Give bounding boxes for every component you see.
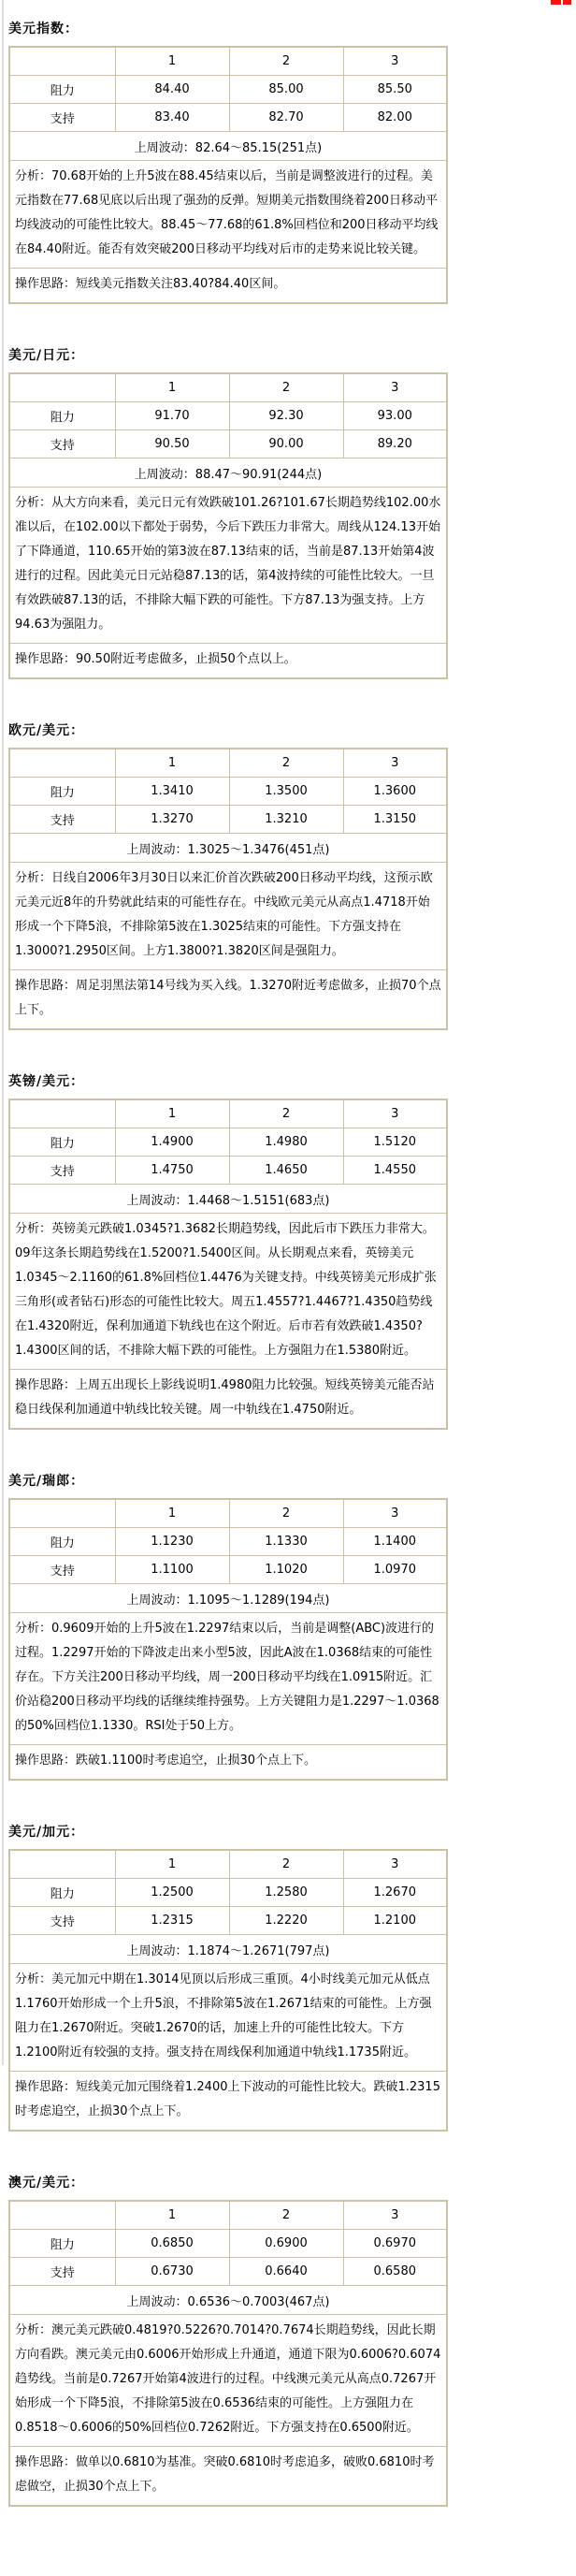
resistance-value-2: 1.1330	[229, 1528, 343, 1556]
operation-idea-text: 操作思路：短线美元加元围绕着1.2400上下波动的可能性比较大。跌破1.2315时考虑追空，止损30个点上下。	[9, 2072, 447, 2132]
analysis-text: 分析：澳元美元跌破0.4819?0.5226?0.7014?0.7674长期趋势线，因此长期方向看跌。澳元美元由0.6006开始形成上升通道，通道下限为0.6006?0.6074趋势线。当前是0.7267开始第4波进行的过程。中线澳元美元从高点0.7267开始形成一个下降5浪，不排除第5波在0.6536结束的可能性。上方强阻力在0.8518～0.6006的50%回档位0.7262附近。下方强支持在0.6500附近。	[9, 2315, 447, 2447]
resistance-value-2: 0.6900	[229, 2230, 343, 2258]
weekly-range-row	[9, 1185, 447, 1214]
section-title: 澳元/美元：	[8, 2176, 85, 2190]
support-label: 支持	[9, 1157, 115, 1185]
weekly-range-text: 上周波动：1.1095～1.1289(194点)	[9, 1584, 447, 1613]
column-header-2: 2	[229, 1099, 343, 1128]
section-title: 英镑/美元：	[8, 1074, 85, 1089]
support-value-1: 0.6730	[115, 2258, 229, 2286]
analysis-row	[9, 1214, 447, 1370]
operation-row	[9, 970, 447, 1030]
section-title: 美元/加元：	[8, 1825, 85, 1840]
weekly-range-text: 上周波动：88.47～90.91(244点)	[9, 458, 447, 488]
resistance-row	[9, 76, 447, 104]
header-row	[9, 1850, 447, 1879]
currency-section	[8, 720, 576, 1030]
support-value-1: 1.2315	[115, 1907, 229, 1935]
operation-row	[9, 2072, 447, 2132]
column-header-1: 1	[115, 2201, 229, 2230]
operation-idea-text: 操作思路：做单以0.6810为基准。突破0.6810时考虑追多，破败0.6810时考虑做空，止损30个点上下。	[9, 2447, 447, 2507]
analysis-text: 分析：美元加元中期在1.3014见顶以后形成三重顶。4小时线美元加元从低点1.1760开始形成一个上升5浪，不排除第5波在1.2671结束的可能性。上方强阻力在1.2670附近。突破1.2670的话，加速上升的可能性比较大。下方1.2100附近有较强的支持。强支持在周线保利加通道中轨线1.1735附近。	[9, 1964, 447, 2072]
header-row	[9, 47, 447, 76]
resistance-row	[9, 1128, 447, 1157]
resistance-value-2: 1.2580	[229, 1879, 343, 1907]
rates-table	[8, 748, 448, 1030]
support-row	[9, 1907, 447, 1935]
column-header-3: 3	[343, 749, 447, 778]
weekly-range-row	[9, 132, 447, 161]
resistance-value-1: 91.70	[115, 402, 229, 430]
column-header-3: 3	[343, 1499, 447, 1528]
analysis-row	[9, 863, 447, 970]
column-header-3: 3	[343, 2201, 447, 2230]
column-header-2: 2	[229, 47, 343, 76]
support-value-3: 1.3150	[343, 806, 447, 834]
analysis-text: 分析：70.68开始的上升5波在88.45结束以后，当前是调整波进行的过程。美元指数在77.68见底以后出现了强劲的反弹。短期美元指数围绕着200日移动平均线波动的可能性比较大。88.45～77.68的61.8%回档位和200日移动平均线在84.40附近。能否有效突破200日移动平均线对后市的走势来说比较关键。	[9, 161, 447, 269]
column-header-3: 3	[343, 1850, 447, 1879]
resistance-label: 阻力	[9, 1128, 115, 1157]
operation-row	[9, 1745, 447, 1781]
weekly-range-row	[9, 2286, 447, 2315]
resistance-value-1: 1.2500	[115, 1879, 229, 1907]
section-title: 美元指数：	[8, 22, 79, 36]
resistance-value-3: 1.2670	[343, 1879, 447, 1907]
support-value-2: 82.70	[229, 104, 343, 132]
resistance-label: 阻力	[9, 1879, 115, 1907]
support-value-2: 1.2220	[229, 1907, 343, 1935]
support-value-1: 1.1100	[115, 1556, 229, 1584]
rates-table	[8, 1498, 448, 1781]
operation-idea-text: 操作思路：上周五出现长上影线说明1.4980阻力比较强。短线英镑美元能否站稳日线保利加通道中轨线比较关键。周一中轨线在1.4750附近。	[9, 1370, 447, 1430]
column-header-3: 3	[343, 1099, 447, 1128]
resistance-label: 阻力	[9, 76, 115, 104]
section-title: 美元/日元：	[8, 348, 85, 363]
resistance-value-1: 1.3410	[115, 778, 229, 806]
resistance-label: 阻力	[9, 1528, 115, 1556]
resistance-row	[9, 1528, 447, 1556]
support-value-3: 89.20	[343, 430, 447, 458]
support-value-2: 1.4650	[229, 1157, 343, 1185]
support-value-2: 1.3210	[229, 806, 343, 834]
section-title: 美元/瑞郎：	[8, 1474, 85, 1489]
resistance-label: 阻力	[9, 2230, 115, 2258]
weekly-range-text: 上周波动：1.4468～1.5151(683点)	[9, 1185, 447, 1214]
resistance-row	[9, 1879, 447, 1907]
analysis-row	[9, 161, 447, 269]
page-left-border	[2, 0, 4, 2065]
header-row	[9, 1099, 447, 1128]
support-value-2: 1.1020	[229, 1556, 343, 1584]
corner-cell	[9, 749, 115, 778]
support-value-2: 90.00	[229, 430, 343, 458]
resistance-row	[9, 778, 447, 806]
column-header-1: 1	[115, 1499, 229, 1528]
analysis-text: 分析：英镑美元跌破1.0345?1.3682长期趋势线，因此后市下跌压力非常大。09年这条长期趋势线在1.5200?1.5400区间。从长期观点来看，英镑美元1.0345～2.1160的61.8%回档位1.4476为关键支持。中线英镑美元形成扩张三角形(或者钻石)形态的可能性比较大。周五1.4557?1.4467?1.4350趋势线在1.4320附近，保利加通道下轨线也在这个附近。后市若有效跌破1.4350?1.4300区间的话，不排除大幅下跌的可能性。上方强阻力在1.5380附近。	[9, 1214, 447, 1370]
support-value-3: 1.2100	[343, 1907, 447, 1935]
resistance-value-1: 84.40	[115, 76, 229, 104]
corner-cell	[9, 1499, 115, 1528]
support-value-3: 1.0970	[343, 1556, 447, 1584]
corner-cell	[9, 1850, 115, 1879]
resistance-value-2: 1.3500	[229, 778, 343, 806]
resistance-value-2: 92.30	[229, 402, 343, 430]
resistance-value-1: 1.4900	[115, 1128, 229, 1157]
currency-section	[8, 19, 576, 304]
column-header-3: 3	[343, 373, 447, 402]
support-row	[9, 1556, 447, 1584]
rates-table	[8, 372, 448, 679]
rates-table	[8, 1849, 448, 2132]
resistance-value-2: 1.4980	[229, 1128, 343, 1157]
support-value-3: 1.4550	[343, 1157, 447, 1185]
support-label: 支持	[9, 430, 115, 458]
weekly-range-row	[9, 1935, 447, 1964]
support-value-1: 1.3270	[115, 806, 229, 834]
support-row	[9, 430, 447, 458]
support-value-2: 0.6640	[229, 2258, 343, 2286]
analysis-text: 分析：从大方向来看，美元日元有效跌破101.26?101.67长期趋势线102.00水准以后，在102.00以下都处于弱势，今后下跌压力非常大。周线从124.13开始了下降通道，110.65开始的第3波在87.13结束的话，当前是87.13开始第4波进行的过程。因此美元日元站稳87.13的话，第4波持续的可能性比较大。一旦有效跌破87.13的话，不排除大幅下跌的可能性。下方87.13为强支持。上方94.63为强阻力。	[9, 488, 447, 644]
support-row	[9, 2258, 447, 2286]
support-value-3: 82.00	[343, 104, 447, 132]
resistance-label: 阻力	[9, 402, 115, 430]
resistance-value-3: 93.00	[343, 402, 447, 430]
currency-section	[8, 1471, 576, 1781]
resistance-row	[9, 2230, 447, 2258]
resistance-row	[9, 402, 447, 430]
column-header-1: 1	[115, 47, 229, 76]
header-row	[9, 1499, 447, 1528]
analysis-row	[9, 1964, 447, 2072]
corner-cell	[9, 1099, 115, 1128]
corner-cell	[9, 47, 115, 76]
section-title: 欧元/美元：	[8, 723, 85, 738]
cut-off-red-marker	[551, 0, 561, 5]
operation-idea-text: 操作思路：周足羽黑法第14号线为买入线。1.3270附近考虑做多，止损70个点上下。	[9, 970, 447, 1030]
rates-table	[8, 2200, 448, 2507]
resistance-value-3: 85.50	[343, 76, 447, 104]
support-value-1: 83.40	[115, 104, 229, 132]
rates-table	[8, 46, 448, 304]
currency-section	[8, 1071, 576, 1430]
column-header-2: 2	[229, 749, 343, 778]
support-row	[9, 104, 447, 132]
column-header-1: 1	[115, 1850, 229, 1879]
corner-cell	[9, 2201, 115, 2230]
operation-idea-text: 操作思路：90.50附近考虑做多，止损50个点以上。	[9, 644, 447, 679]
support-row	[9, 1157, 447, 1185]
support-row	[9, 806, 447, 834]
analysis-row	[9, 1613, 447, 1745]
weekly-range-text: 上周波动：82.64～85.15(251点)	[9, 132, 447, 161]
corner-cell	[9, 373, 115, 402]
support-label: 支持	[9, 1907, 115, 1935]
currency-section	[8, 345, 576, 679]
resistance-value-3: 1.3600	[343, 778, 447, 806]
column-header-1: 1	[115, 749, 229, 778]
support-value-3: 0.6580	[343, 2258, 447, 2286]
resistance-value-3: 0.6970	[343, 2230, 447, 2258]
weekly-range-text: 上周波动：1.3025～1.3476(451点)	[9, 834, 447, 863]
rates-table	[8, 1099, 448, 1430]
support-label: 支持	[9, 2258, 115, 2286]
support-label: 支持	[9, 1556, 115, 1584]
analysis-row	[9, 2315, 447, 2447]
currency-section	[8, 2173, 576, 2507]
weekly-range-text: 上周波动：0.6536～0.7003(467点)	[9, 2286, 447, 2315]
resistance-value-1: 0.6850	[115, 2230, 229, 2258]
analysis-text: 分析：0.9609开始的上升5波在1.2297结束以后，当前是调整(ABC)波进行的过程。1.2297开始的下降波走出来小型5波，因此A波在1.0368结束的可能性存在。下方关注200日移动平均线，周一200日移动平均线在1.0915附近。汇价站稳200日移动平均线的话继续维持强势。上方关键阻力是1.2297～1.0368的50%回档位1.1330。RSI处于50上方。	[9, 1613, 447, 1745]
header-row	[9, 373, 447, 402]
operation-row	[9, 1370, 447, 1430]
header-row	[9, 749, 447, 778]
weekly-range-row	[9, 834, 447, 863]
column-header-2: 2	[229, 373, 343, 402]
currency-section	[8, 1822, 576, 2132]
column-header-2: 2	[229, 1499, 343, 1528]
column-header-3: 3	[343, 47, 447, 76]
support-label: 支持	[9, 104, 115, 132]
operation-row	[9, 269, 447, 304]
resistance-value-3: 1.1400	[343, 1528, 447, 1556]
resistance-value-2: 85.00	[229, 76, 343, 104]
operation-row	[9, 644, 447, 679]
resistance-value-1: 1.1230	[115, 1528, 229, 1556]
column-header-2: 2	[229, 1850, 343, 1879]
operation-idea-text: 操作思路：短线美元指数关注83.40?84.40区间。	[9, 269, 447, 304]
analysis-text: 分析：日线自2006年3月30日以来汇价首次跌破200日移动平均线，这预示欧元美元近8年的升势就此结束的可能性存在。中线欧元美元从高点1.4718开始形成一个下降5浪，不排除第5波在1.3025结束的可能性。下方强支持在1.3000?1.2950区间。上方1.3800?1.3820区间是强阻力。	[9, 863, 447, 970]
resistance-value-3: 1.5120	[343, 1128, 447, 1157]
weekly-range-row	[9, 458, 447, 488]
operation-row	[9, 2447, 447, 2507]
cut-off-red-marker	[563, 0, 571, 5]
support-value-1: 1.4750	[115, 1157, 229, 1185]
column-header-1: 1	[115, 1099, 229, 1128]
weekly-range-row	[9, 1584, 447, 1613]
weekly-range-text: 上周波动：1.1874～1.2671(797点)	[9, 1935, 447, 1964]
support-value-1: 90.50	[115, 430, 229, 458]
operation-idea-text: 操作思路：跌破1.1100时考虑追空，止损30个点上下。	[9, 1745, 447, 1781]
support-label: 支持	[9, 806, 115, 834]
header-row	[9, 2201, 447, 2230]
column-header-2: 2	[229, 2201, 343, 2230]
resistance-label: 阻力	[9, 778, 115, 806]
analysis-row	[9, 488, 447, 644]
column-header-1: 1	[115, 373, 229, 402]
